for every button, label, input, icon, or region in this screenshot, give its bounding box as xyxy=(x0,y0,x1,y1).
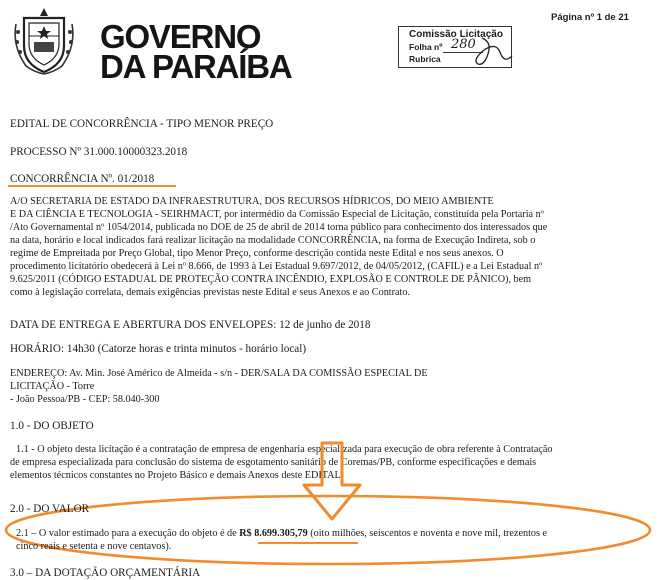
valor-line-1 xyxy=(16,527,646,540)
estimated-value: R$ 8.699.305,79 xyxy=(239,528,308,539)
address-line: - João Pessoa/PB - CEP: 58.040-300 xyxy=(10,394,160,405)
valor-line-1-start: 2.1 – O valor estimado para a execução do objeto é de xyxy=(16,528,240,539)
processo-number: PROCESSO Nº 31.000.10000323.2018 xyxy=(10,146,188,158)
objeto-line: 1.1 - O objeto desta licitação é a contratação de empresa de engenharia especializada para execução de obra referente à Contratação xyxy=(16,444,553,455)
address-line: ENDEREÇO: Av. Min. José Américo de Almeida - s/n - DER/SALA DA COMISSÃO ESPECIAL DE xyxy=(10,368,428,379)
handwritten-signature xyxy=(470,36,516,70)
address-block xyxy=(10,367,428,406)
section-valor-heading: 2.0 - DO VALOR xyxy=(10,503,90,515)
stamp-title: Comissão Licitação xyxy=(409,29,503,40)
intro-line: na data, horário e local indicados fará realizar licitação na modalidade CONCORRÊNCIA, na forma de Execução Indireta, sob o xyxy=(10,235,536,246)
intro-line: 9.625/2011 (CÓDIGO ESTADUAL DE PROTEÇÃO CONTRA INCÊNDIO, EXPLOSÃO E CONTROLE DE PÂNICO), bem xyxy=(10,274,532,285)
coat-of-arms-logo xyxy=(10,6,78,76)
stamp-folha-value: 280 xyxy=(451,37,476,52)
schedule: HORÁRIO: 14h30 (Catorze horas e trinta minutos - horário local) xyxy=(10,343,307,355)
intro-line: procedimento licitatório obedecerá à Lei nº 8.666, de 1993 à Lei Estadual 9.697/2012, de 04/05/2012, (CAFIL) e a Lei Estadual nº xyxy=(10,261,543,272)
intro-line: regime de Empreitada por Preço Global, tipo Menor Preço, conforme descrição contida neste Edital e nos seus anexos. O xyxy=(10,248,504,259)
valor-line-1-end: (oito milhões, seiscentos e noventa e nove mil, trezentos e xyxy=(307,528,548,539)
concorrencia-number: CONCORRÊNCIA Nº. 01/2018 xyxy=(10,173,155,185)
stamp-folha-label: Folha nº xyxy=(409,42,443,52)
section-objeto-heading: 1.0 - DO OBJETO xyxy=(10,420,94,432)
government-name-line2: DA PARAÍBA xyxy=(100,48,292,85)
intro-paragraph xyxy=(10,195,642,299)
valor-paragraph xyxy=(16,527,646,553)
valor-line-2: cinco reais e setenta e nove centavos). xyxy=(16,541,172,552)
page-number: Página nº 1 de 21 xyxy=(551,12,629,23)
document-title: EDITAL DE CONCORRÊNCIA - TIPO MENOR PREÇO xyxy=(10,118,274,130)
intro-line: como à legislação correlata, demais exigências previstas neste Edital e seus Anexos e ao Contrato. xyxy=(10,287,411,298)
section-dotacao-heading: 3.0 – DA DOTAÇÃO ORÇAMENTÁRIA xyxy=(10,567,201,579)
objeto-line: de empresa especializada para conclusão do sistema de esgotamento sanitário de Coremas/PB, conforme especificações e demais xyxy=(10,457,537,468)
value-underline xyxy=(258,542,358,544)
concorrencia-underline xyxy=(8,185,176,187)
intro-line: A/O SECRETARIA DE ESTADO DA INFRAESTRUTURA, DOS RECURSOS HÍDRICOS, DO MEIO AMBIENTE xyxy=(10,196,494,207)
intro-line: /Ato Governamental nº 1054/2014, publicada no DOE de 25 de abril de 2014 torna público para conhecimento dos interessados que xyxy=(10,222,548,233)
intro-line: E DA CIÊNCIA E TECNOLOGIA - SEIRHMACT, por intermédio da Comissão Especial de Licitação, constituída pela Portaria nº xyxy=(10,209,544,220)
delivery-date: DATA DE ENTREGA E ABERTURA DOS ENVELOPES: 12 de junho de 2018 xyxy=(10,319,371,331)
government-name-line1: GOVERNO xyxy=(100,18,261,55)
objeto-line: elementos técnicos constantes no Projeto Básico e demais Anexos deste EDITAL. xyxy=(10,470,344,481)
stamp-rubrica-label: Rubrica xyxy=(409,54,441,64)
address-line: LICITAÇÃO - Torre xyxy=(10,381,95,392)
